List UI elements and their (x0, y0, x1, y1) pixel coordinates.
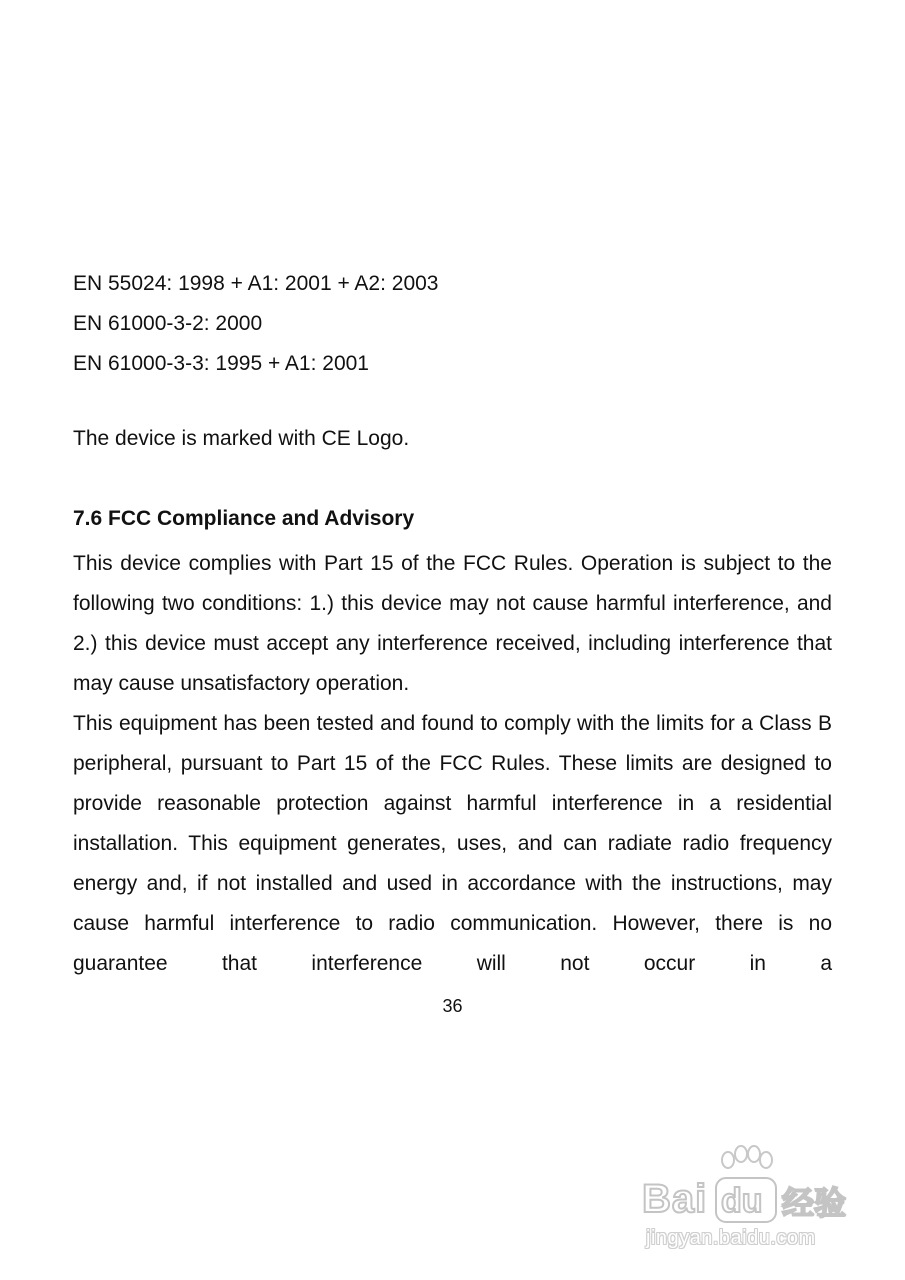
watermark-url: jingyan.baidu.com (646, 1227, 816, 1249)
standard-item: EN 61000-3-3: 1995 + A1: 2001 (73, 352, 369, 375)
standard-item: EN 61000-3-2: 2000 (73, 312, 263, 335)
baidu-jingyan-logo (640, 1168, 855, 1226)
ce-marking-note: The device is marked with CE Logo. (73, 427, 410, 450)
paw-icon (722, 1146, 772, 1168)
svg-text:du: du (721, 1182, 763, 1220)
baidu-watermark (640, 1140, 855, 1250)
svg-text:经验: 经验 (782, 1184, 847, 1222)
section-heading: 7.6 FCC Compliance and Advisory (73, 507, 415, 530)
page-number: 36 (442, 996, 463, 1016)
paragraph-conditions: This device complies with Part 15 of the FCC Rules. Operation is subject to the following two conditions: 1.) this device may not cause harmful interference, and 2.) this device must accept any interference received, including interference that may cause unsatisfactory operation. (73, 552, 832, 695)
standard-item: EN 55024: 1998 + A1: 2001 + A2: 2003 (73, 272, 439, 295)
standards-list (73, 264, 438, 384)
paragraph-class-b: This equipment has been tested and found to comply with the limits for a Class B peripheral, pursuant to Part 15 of the FCC Rules. These limits are designed to provide reasonable protection against harmful interference in a residential installation. This equipment generates, uses, and can radiate radio frequency energy and, if not installed and used in accordance with the instructions, may cause harmful interference to radio communication. However, there is no guarantee that interference will not occur in a (73, 712, 832, 975)
fcc-section (73, 504, 832, 975)
svg-text:Bai: Bai (642, 1177, 708, 1221)
